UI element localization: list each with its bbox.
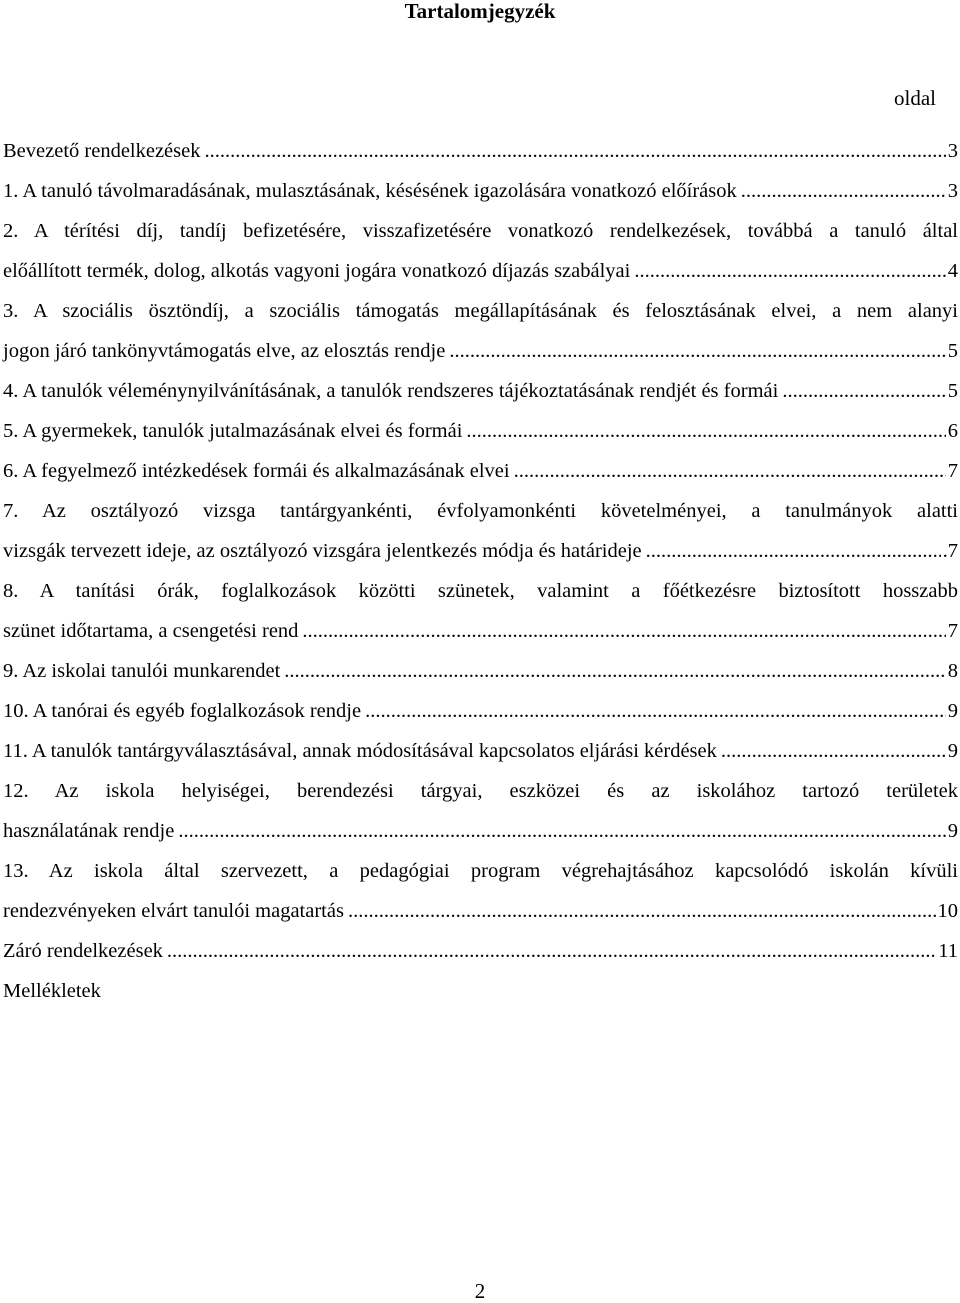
toc-entry [3, 371, 958, 411]
toc-entry-text-line: 3. A szociális ösztöndíj, a szociális támogatás megállapításának és felosztásának elvei, a nem alanyi [3, 300, 958, 322]
toc-entry-title: 6. A fegyelmező intézkedések formái és alkalmazásának elvei [3, 460, 510, 482]
toc-entry [3, 211, 958, 291]
toc-entry-page-number: 7 [947, 620, 958, 642]
toc-entry-title: rendezvényeken elvárt tanulói magatartás [3, 900, 344, 922]
toc-entry-page-number: .7 [942, 540, 958, 562]
dot-leader [365, 691, 946, 731]
toc-entry-last-line [3, 331, 958, 371]
toc-entry-page-number: 7 [947, 460, 958, 482]
toc-entry [3, 491, 958, 571]
toc-entry [3, 771, 958, 851]
toc-entry [3, 931, 958, 971]
toc-entry-page-number: 3 [947, 140, 958, 162]
toc-entry-last-line [3, 131, 958, 171]
toc-entry-text-line: 12. Az iskola helyiségei, berendezési tárgyai, eszközei és az iskolához tartozó területek [3, 780, 958, 802]
toc-entry-title: előállított termék, dolog, alkotás vagyoni jogára vonatkozó díjazás szabályai [3, 260, 631, 282]
toc-entry-page-number: 10 [937, 900, 958, 922]
toc-entry-title: 4. A tanulók véleménynyilvánításának, a tanulók rendszeres tájékoztatásának rendjét és formái [3, 380, 779, 402]
toc-entry-last-line [3, 171, 958, 211]
toc-entry [3, 451, 958, 491]
dot-leader [449, 331, 945, 371]
toc-entry [3, 571, 958, 651]
toc-entry [3, 291, 958, 371]
toc-entry-title: Záró rendelkezések [3, 940, 163, 962]
toc-entry-last-line [3, 251, 958, 291]
toc-entry [3, 651, 958, 691]
dot-leader [646, 531, 941, 571]
toc-entry-page-number: 3 [947, 180, 958, 202]
toc-entry-title: Bevezető rendelkezések [3, 140, 201, 162]
toc-entry-page-number: 6 [947, 420, 958, 442]
dot-leader [302, 611, 945, 651]
dot-leader [348, 891, 936, 931]
toc-entry-title: használatának rendje [3, 820, 175, 842]
toc-entry-page-number: 9 [947, 820, 958, 842]
toc-entry-last-line [3, 411, 958, 451]
dot-leader [204, 131, 945, 171]
page-number: 2 [474, 1279, 486, 1303]
toc-entry-last-line [3, 891, 958, 931]
toc-entry-last-line [3, 371, 958, 411]
toc-entry-text-line: 2. A térítési díj, tandíj befizetésére, visszafizetésére vonatkozó rendelkezések, továbbá a tanuló által [3, 220, 958, 242]
dot-leader [167, 931, 936, 971]
toc-trailing-item: Mellékletek [3, 980, 101, 1002]
dot-leader [466, 411, 945, 451]
toc-entry-page-number: 9 [947, 700, 958, 722]
dot-leader [284, 651, 945, 691]
table-of-contents [3, 131, 958, 1011]
toc-entry-text-line: 7. Az osztályozó vizsga tantárgyankénti, évfolyamonkénti követelményei, a tanulmányok alatti [3, 500, 958, 522]
toc-entry-title: 9. Az iskolai tanulói munkarendet [3, 660, 281, 682]
dot-leader [721, 731, 946, 771]
dot-leader [514, 451, 946, 491]
toc-entry-title: 10. A tanórai és egyéb foglalkozások rendje [3, 700, 362, 722]
toc-entry-last-line [3, 811, 958, 851]
toc-entry [3, 731, 958, 771]
toc-entry-last-line [3, 531, 958, 571]
toc-entry-last-line [3, 731, 958, 771]
toc-entry [3, 171, 958, 211]
toc-entry-title: 11. A tanulók tantárgyválasztásával, annak módosításával kapcsolatos eljárási kérdések [3, 740, 717, 762]
toc-entry-title: szünet időtartama, a csengetési rend [3, 620, 299, 642]
toc-entry [3, 851, 958, 931]
toc-entry [3, 411, 958, 451]
toc-entry-title: vizsgák tervezett ideje, az osztályozó vizsgára jelentkezés módja és határideje [3, 540, 642, 562]
toc-entry-page-number: 5 [947, 380, 958, 402]
toc-entry [3, 691, 958, 731]
toc-entry-title: 5. A gyermekek, tanulók jutalmazásának elvei és formái [3, 420, 463, 442]
toc-entry-page-number: 5 [947, 340, 958, 362]
toc-entry-last-line [3, 651, 958, 691]
dot-leader [178, 811, 945, 851]
toc-entry-last-line [3, 611, 958, 651]
dot-leader [634, 251, 945, 291]
toc-entry-last-line [3, 451, 958, 491]
toc-entry-text-line: 13. Az iskola által szervezett, a pedagógiai program végrehajtásához kapcsolódó iskolán kívüli [3, 860, 958, 882]
toc-entry [3, 131, 958, 171]
page-title: Tartalomjegyzék [404, 0, 556, 23]
toc-entry-page-number: 11 [938, 940, 958, 962]
page-column-label: oldal [894, 86, 936, 110]
toc-entry-text-line: 8. A tanítási órák, foglalkozások közötti szünetek, valamint a főétkezésre biztosított hosszabb [3, 580, 958, 602]
toc-entry-title: 1. A tanuló távolmaradásának, mulasztásának, késésének igazolására vonatkozó előírások [3, 180, 737, 202]
toc-entry-page-number: 9 [947, 740, 958, 762]
toc-entry-last-line [3, 691, 958, 731]
dot-leader [741, 171, 946, 211]
dot-leader [782, 371, 945, 411]
toc-entry-page-number: 8 [947, 660, 958, 682]
toc-entry-title: jogon járó tankönyvtámogatás elve, az elosztás rendje [3, 340, 446, 362]
toc-entry-page-number: 4 [947, 260, 958, 282]
toc-entry-last-line [3, 931, 958, 971]
